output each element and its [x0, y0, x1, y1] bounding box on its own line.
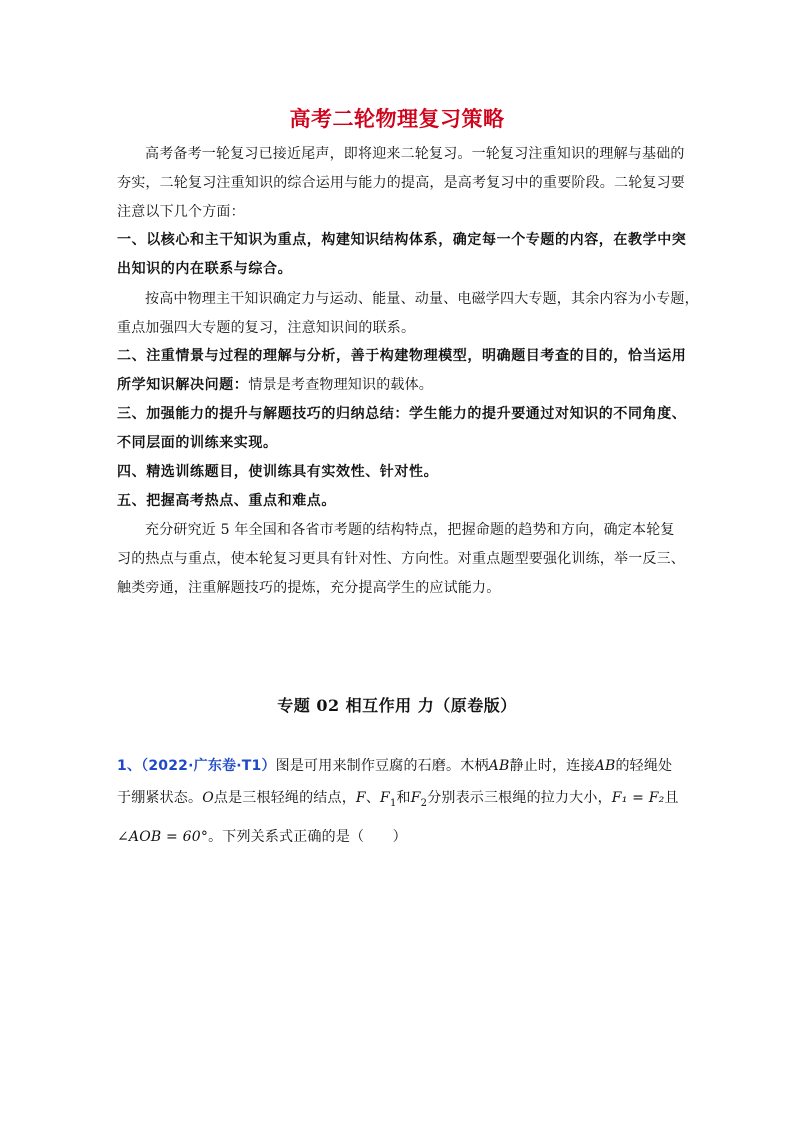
- page-title: 高考二轮物理复习策略: [289, 107, 505, 131]
- question-1-line-2: [117, 788, 679, 814]
- intro-line-1: 高考备考一轮复习已接近尾声，即将迎来二轮复习。一轮复习注重知识的理解与基础的: [145, 146, 685, 162]
- question-1-line-3: [117, 827, 679, 847]
- point-5-heading: 五、把握高考热点、重点和难点。: [117, 493, 336, 509]
- point-2-line-2: [117, 375, 679, 395]
- angle-aob: ∠AOB = 60°: [117, 829, 209, 845]
- question-text-7: 。下列关系式正确的是（ ）: [208, 829, 407, 845]
- question-source: （2022·广东卷·T1）: [141, 758, 276, 774]
- var-ab-2: AB: [594, 758, 616, 774]
- question-number: 1、: [117, 758, 142, 774]
- var-f: F: [355, 790, 366, 806]
- qie-text: 且: [664, 790, 679, 806]
- section-title: 专题 02 相互作用 力（原卷版）: [277, 696, 517, 715]
- question-text-1: 图是可用来制作豆腐的石磨。木柄: [275, 758, 489, 774]
- question-1-line-1: [117, 756, 679, 776]
- point-2-heading-line-2: 所学知识解决问题：: [117, 377, 249, 393]
- point-1-body-line-2: 重点加强四大专题的复习，注意知识间的联系。: [117, 320, 416, 336]
- point-2-body: 情景是考查物理知识的载体。: [248, 377, 434, 393]
- point-1-body-line-1: 按高中物理主干知识确定力与运动、能量、动量、电磁学四大专题，其余内容为小专题，: [145, 291, 699, 307]
- point-5-body-line-1: 充分研究近 5 年全国和各省市考题的结构特点，把握命题的趋势和方向，确定本轮复: [145, 522, 675, 538]
- separator: 、: [365, 790, 381, 806]
- point-1-heading-line-2: 出知识的内在联系与综合。: [117, 261, 293, 277]
- point-5-body-line-2: 习的热点与重点，使本轮复习更具有针对性、方向性。对重点题型要强化训练，举一反三、: [117, 551, 685, 567]
- point-2-heading-line-1: 二、注重情景与过程的理解与分析，善于构建物理模型，明确题目考查的目的，恰当运用: [117, 348, 687, 364]
- question-text-2: 静止时，连接: [509, 758, 595, 774]
- var-f1-sub: 1: [389, 797, 397, 809]
- point-4-heading: 四、精选训练题目，使训练具有实效性、针对性。: [117, 464, 439, 480]
- intro-line-3: 注意以下几个方面：: [117, 204, 245, 220]
- intro-line-2: 夯实，二轮复习注重知识的综合运用与能力的提高，是高考复习中的重要阶段。二轮复习要: [117, 175, 685, 191]
- var-f1: F: [380, 790, 390, 806]
- question-text-3: 的轻绳处: [615, 758, 673, 774]
- question-text-5: 点是三根轻绳的结点，: [213, 790, 356, 806]
- point-1-heading-line-1: 一、以核心和主干知识为重点，构建知识结构体系，确定每一个专题的内容，在教学中突: [117, 232, 687, 248]
- point-3-heading-line-2: 不同层面的训练来实现。: [117, 435, 278, 451]
- question-text-6: 分别表示三根绳的拉力大小，: [427, 790, 612, 806]
- equation-f1-f2: F₁ = F₂: [611, 790, 665, 806]
- point-5-body-line-3: 触类旁通，注重解题技巧的提炼，充分提高学生的应试能力。: [117, 580, 501, 596]
- var-f2: F: [410, 790, 421, 806]
- point-3-heading-line-1: 三、加强能力的提升与解题技巧的归纳总结：学生能力的提升要通过对知识的不同角度、: [117, 406, 687, 422]
- question-text-4: 于绷紧状态。: [117, 790, 203, 806]
- var-ab: AB: [488, 758, 510, 774]
- var-o: O: [202, 790, 214, 806]
- var-f2-sub: 2: [420, 797, 428, 809]
- and-text: 和: [396, 790, 411, 806]
